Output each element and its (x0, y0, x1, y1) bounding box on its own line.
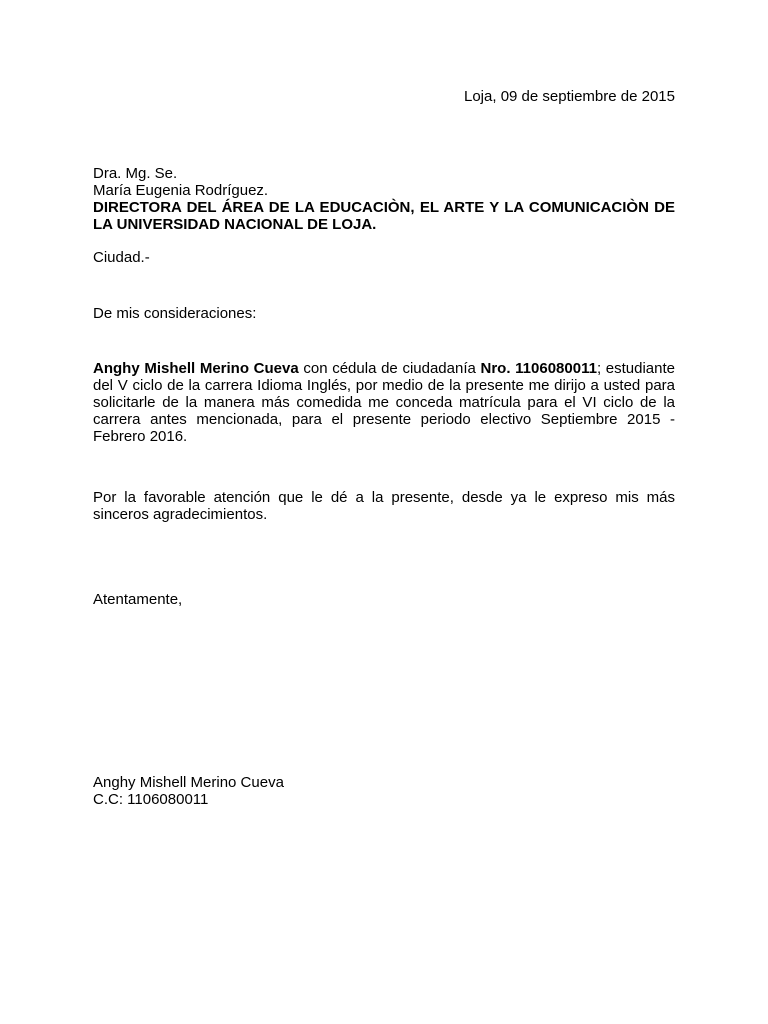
signature-block (93, 774, 675, 808)
recipient-name: María Eugenia Rodríguez. (93, 182, 269, 199)
closing: Atentamente, (93, 591, 183, 608)
body-paragraph-request (93, 360, 675, 445)
body-text-b: ; estudiante del V ciclo de la carrera Idioma Inglés, por medio de la presente me dirijo a usted para solicitarle de la manera más comedida me conceda matrícula para el VI ciclo de la carrera antes mencionada, para el presente periodo electivo Septiembre 2015 - Febrero 2016. (93, 360, 675, 445)
greeting: De mis consideraciones: (93, 305, 257, 322)
id-number: Nro. 1106080011 (480, 360, 597, 377)
city-line: Ciudad.- (93, 249, 150, 266)
recipient-title: Dra. Mg. Se. (93, 165, 178, 182)
letter-date: Loja, 09 de septiembre de 2015 (464, 88, 675, 105)
body-paragraph-thanks: Por la favorable atención que le dé a la presente, desde ya le expreso mis más sinceros agradecimientos. (93, 489, 675, 523)
recipient-position: DIRECTORA DEL ÁREA DE LA EDUCACIÒN, EL ARTE Y LA COMUNICACIÒN DE LA UNIVERSIDAD NACIONAL DE LOJA. (93, 199, 675, 233)
recipient-block (93, 165, 675, 233)
signature-name: Anghy Mishell Merino Cueva (93, 774, 284, 791)
signature-id: C.C: 1106080011 (93, 791, 209, 808)
body-text-a: con cédula de ciudadanía (298, 360, 481, 377)
student-name: Anghy Mishell Merino Cueva (93, 360, 299, 377)
